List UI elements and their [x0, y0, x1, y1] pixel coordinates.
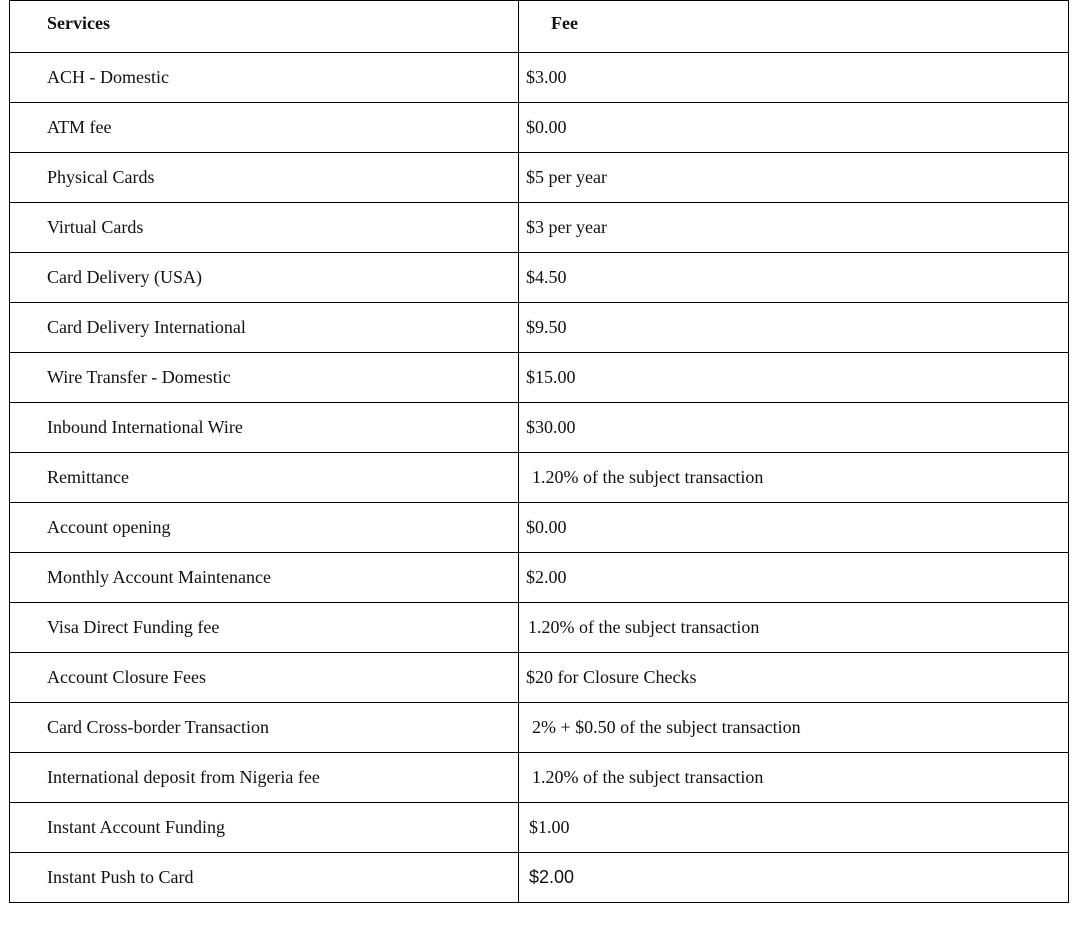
fee-cell: 1.20% of the subject transaction: [519, 453, 1069, 503]
fee-cell: $0.00: [519, 503, 1069, 553]
service-cell: ATM fee: [10, 103, 519, 153]
service-cell: Account Closure Fees: [10, 653, 519, 703]
service-cell: Physical Cards: [10, 153, 519, 203]
fee-cell: 1.20% of the subject transaction: [519, 753, 1069, 803]
fee-cell: $2.00: [519, 553, 1069, 603]
table-row: [10, 303, 1069, 353]
service-cell: Inbound International Wire: [10, 403, 519, 453]
service-cell: Monthly Account Maintenance: [10, 553, 519, 603]
fee-cell: $3 per year: [519, 203, 1069, 253]
service-cell: Instant Account Funding: [10, 803, 519, 853]
service-cell: Virtual Cards: [10, 203, 519, 253]
table-header-row: [10, 1, 1069, 53]
service-cell: Card Delivery International: [10, 303, 519, 353]
fee-cell: 2% + $0.50 of the subject transaction: [519, 703, 1069, 753]
table-row: [10, 353, 1069, 403]
column-header-services: Services: [10, 1, 519, 53]
fee-cell: $0.00: [519, 103, 1069, 153]
service-cell: Visa Direct Funding fee: [10, 603, 519, 653]
table-row: [10, 453, 1069, 503]
table-row: [10, 103, 1069, 153]
table-row: [10, 753, 1069, 803]
table-row: [10, 803, 1069, 853]
fee-cell: $5 per year: [519, 153, 1069, 203]
table-row: [10, 553, 1069, 603]
table-row: [10, 403, 1069, 453]
table-row: [10, 603, 1069, 653]
service-cell: Wire Transfer - Domestic: [10, 353, 519, 403]
table-row: [10, 203, 1069, 253]
service-cell: Card Cross-border Transaction: [10, 703, 519, 753]
fee-cell: $1.00: [519, 803, 1069, 853]
column-header-fee: Fee: [519, 1, 1069, 53]
service-cell: Instant Push to Card: [10, 853, 519, 903]
table-row: [10, 653, 1069, 703]
service-cell: Remittance: [10, 453, 519, 503]
service-cell: Card Delivery (USA): [10, 253, 519, 303]
fee-cell: $2.00: [519, 853, 1069, 903]
table-row: [10, 703, 1069, 753]
table-row: [10, 53, 1069, 103]
service-cell: International deposit from Nigeria fee: [10, 753, 519, 803]
fee-cell: $3.00: [519, 53, 1069, 103]
fee-cell: $20 for Closure Checks: [519, 653, 1069, 703]
service-cell: Account opening: [10, 503, 519, 553]
fee-cell: $9.50: [519, 303, 1069, 353]
fee-cell: $4.50: [519, 253, 1069, 303]
fee-cell: 1.20% of the subject transaction: [519, 603, 1069, 653]
service-cell: ACH - Domestic: [10, 53, 519, 103]
fee-cell: $15.00: [519, 353, 1069, 403]
table-row: [10, 153, 1069, 203]
fee-table: [9, 0, 1069, 903]
fee-cell: $30.00: [519, 403, 1069, 453]
table-row: [10, 503, 1069, 553]
table-row: [10, 253, 1069, 303]
table-row: [10, 853, 1069, 903]
